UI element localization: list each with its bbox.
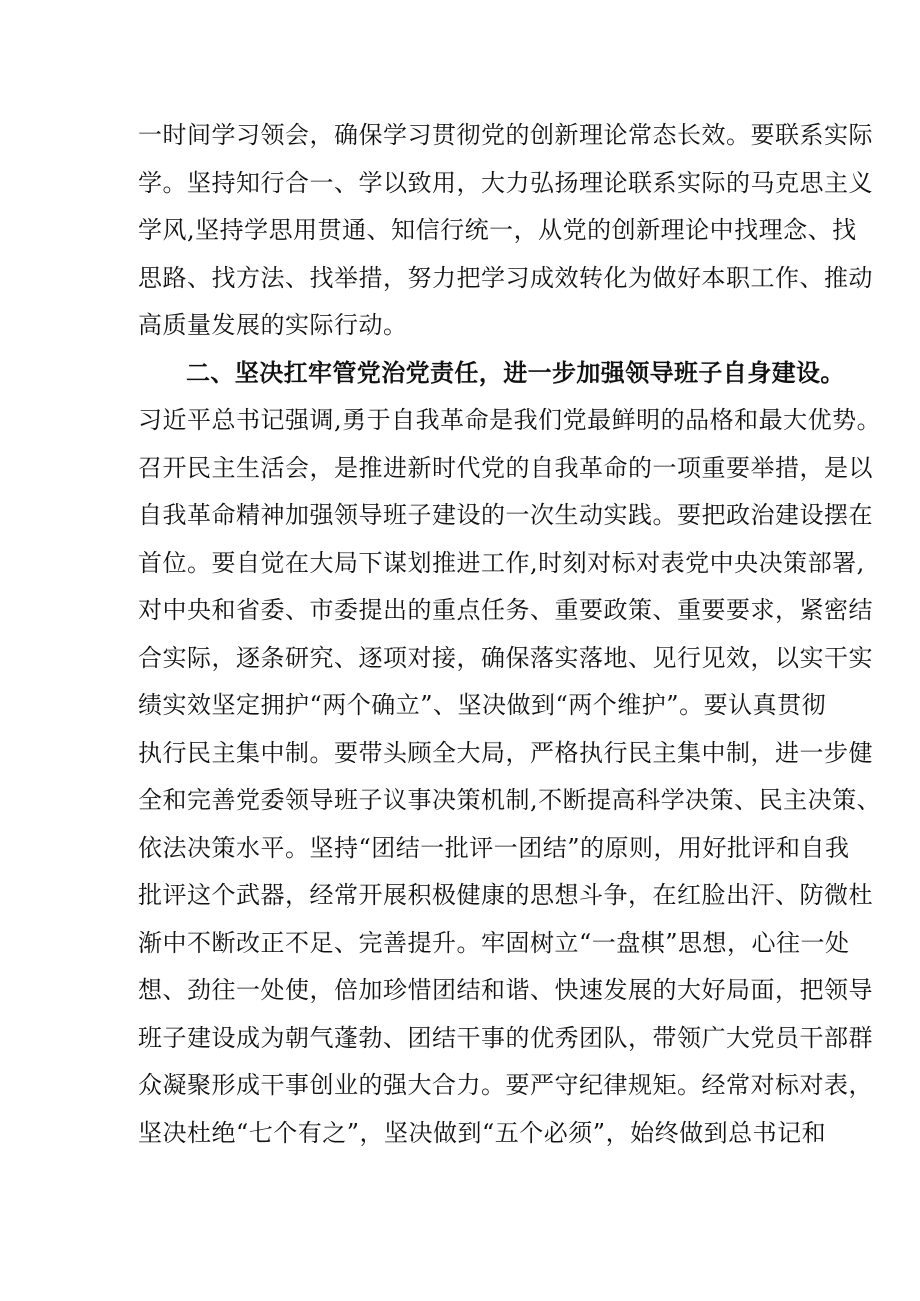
- body-line: 批评这个武器，经常开展积极健康的思想斗争，在红脸出汗、防微杜: [138, 881, 873, 909]
- body-line: 思路、找方法、找举措，努力把学习成效转化为做好本职工作、推动: [138, 263, 873, 292]
- body-line: 学风,坚持学思用贯通、知信行统一，从党的创新理论中找理念、找: [138, 216, 857, 244]
- body-line: 依法决策水平。坚持“团结一批评一团结”的原则，用好批评和自我: [138, 833, 850, 862]
- body-line: 自我革命精神加强领导班子建设的一次生动实践。要把政治建设摆在: [138, 501, 873, 529]
- body-line: 一时间学习领会，确保学习贯彻党的创新理论常态长效。要联系实际: [138, 121, 873, 149]
- body-line: 习近平总书记强调,勇于自我革命是我们党最鲜明的品格和最大优势。: [138, 406, 882, 434]
- body-line: 全和完善党委领导班子议事决策机制,不断提高科学决策、民主决策、: [138, 786, 882, 814]
- body-line: 渐中不断改正不足、完善提升。牢固树立“一盘棋”思想，心往一处: [138, 928, 850, 957]
- body-line: 班子建设成为朝气蓬勃、团结干事的优秀团队，带领广大党员干部群: [138, 1023, 873, 1052]
- body-line: 学。坚持知行合一、学以致用，大力弘扬理论联系实际的马克思主义: [138, 168, 873, 197]
- body-line: 执行民主集中制。要带头顾全大局，严格执行民主集中制，进一步健: [138, 738, 873, 767]
- body-line: 高质量发展的实际行动。: [138, 311, 408, 339]
- body-line: 合实际，逐条研究、逐项对接，确保落实落地、见行见效，以实干实: [138, 643, 873, 672]
- body-line: 众凝聚形成干事创业的强大合力。要严守纪律规矩。经常对标对表，: [138, 1071, 873, 1099]
- section-heading: 二、坚决扛牢管党治党责任，进一步加强领导班子自身建设。: [186, 358, 845, 387]
- body-line: 坚决杜绝“七个有之”，坚决做到“五个必须”，始终做到总书记和: [138, 1118, 827, 1147]
- body-line: 想、劲往一处使，倍加珍惜团结和谐、快速发展的大好局面，把领导: [138, 976, 873, 1004]
- body-line: 召开民主生活会，是推进新时代党的自我革命的一项重要举措，是以: [138, 453, 873, 482]
- body-line: 首位。要自觉在大局下谋划推进工作,时刻对标对表党中央决策部署,: [138, 548, 865, 577]
- document-body: [138, 112, 882, 1157]
- body-line: 绩实效坚定拥护“两个确立”、坚决做到“两个维护”。要认真贯彻: [138, 691, 827, 719]
- body-line: 对中央和省委、市委提出的重点任务、重要政策、重要要求，紧密结: [138, 596, 873, 624]
